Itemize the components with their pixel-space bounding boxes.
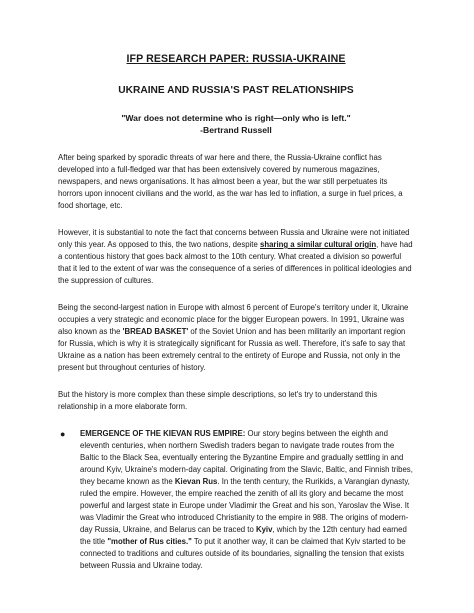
paragraph-text: Being the second-largest nation in Europe with almost 6 percent of Europe's territory under it, Ukraine occupies a very strategic and economic place for the bigger European powers. In 1991, Ukraine was also known as the bbox=[58, 303, 409, 336]
emphasis-bread-basket: 'BREAD BASKET' bbox=[122, 327, 189, 336]
paragraph-text: However, it is substantial to note the fact that concerns between Russia and Ukraine were not initiated only this year. As opposed to this, the two nations, despite bbox=[58, 228, 410, 249]
bullet-marker: ● bbox=[60, 429, 66, 439]
paragraph-history bbox=[58, 227, 414, 287]
paragraph-transition: But the history is more complex than these simple descriptions, so let's try to understand this relationship in a more elaborate form. bbox=[58, 390, 378, 411]
emphasis-kyiv: Kyiv bbox=[255, 525, 273, 534]
section-subtitle: UKRAINE AND RUSSIA'S PAST RELATIONSHIPS bbox=[118, 85, 354, 96]
bullet-text: To put it another way, it can be claimed that Kyiv started to be connected to traditions and cultures outside of its boundaries, signalling the tension that exists between Russia and Ukraine today. bbox=[80, 537, 406, 570]
quote-author: -Bertrand Russell bbox=[200, 125, 272, 135]
emphasis-mother-of-rus-cities: "mother of Rus cities." bbox=[107, 537, 192, 546]
quote-text: "War does not determine who is right—only who is left." bbox=[121, 113, 351, 123]
paragraph-strategic bbox=[58, 302, 414, 374]
bullet-list bbox=[58, 428, 414, 572]
paragraph-text: , have had a contentious history that goes back almost to the 10th century. What created a division so powerful that it led to the extent of war was the consequence of a series of differences in political ideologies and the suppression of cultures. bbox=[58, 240, 413, 285]
paragraph-text: of the Soviet Union and has been militarily an important region for Russia, which is why it is strategically significant for Russia as well. Therefore, it's safe to say that Ukraine as a nation has been extremely central to the entirety of Europe and Russia, not only in the present but throughout centuries of history. bbox=[58, 327, 406, 372]
document-title: IFP RESEARCH PAPER: RUSSIA-UKRAINE bbox=[126, 53, 346, 65]
emphasis-kievan-rus: Kievan Rus bbox=[174, 477, 218, 486]
epigraph bbox=[58, 112, 414, 136]
list-item bbox=[58, 428, 414, 572]
emphasis-cultural-origin: sharing a similar cultural origin bbox=[259, 240, 377, 249]
bullet-text: Our story begins between the eighth and eleventh centuries, when northern Swedish traders began to navigate trade routes from the Baltic to the Black Sea, eventually entering the Byzantine Empire and gradually settling in and around Kyiv, Ukraine's modern-day capital. Originating from the Slavic, Baltic, and Finnish tribes, they became known as the bbox=[80, 429, 413, 486]
bullet-text: , which by the 12th century had earned the title bbox=[80, 525, 407, 546]
bullet-heading: EMERGENCE OF THE KIEVAN RUS EMPIRE: bbox=[80, 429, 246, 438]
paragraph-intro: After being sparked by sporadic threats of war here and there, the Russia-Ukraine conflict has developed into a full-fledged war that has been extensively covered by numerous magazines, newspapers, and news organisations. It has almost been a year, but the war still perpetuates its horrors upon innocent civilians and the world, as the war has led to inflation, a surge in fuel prices, a food shortage, etc. bbox=[58, 153, 403, 210]
bullet-text: . In the tenth century, the Rurikids, a Varangian dynasty, ruled the empire. However, the empire reached the zenith of all its glory and became the most powerful and largest state in Europe under Vladimir the Great and his son, Yaroslav the Wise. It was Vladimir the Great who introduced Christianity to the empire in 988. The origins of modern-day Russia, Ukraine, and Belarus can be traced to bbox=[80, 477, 410, 534]
